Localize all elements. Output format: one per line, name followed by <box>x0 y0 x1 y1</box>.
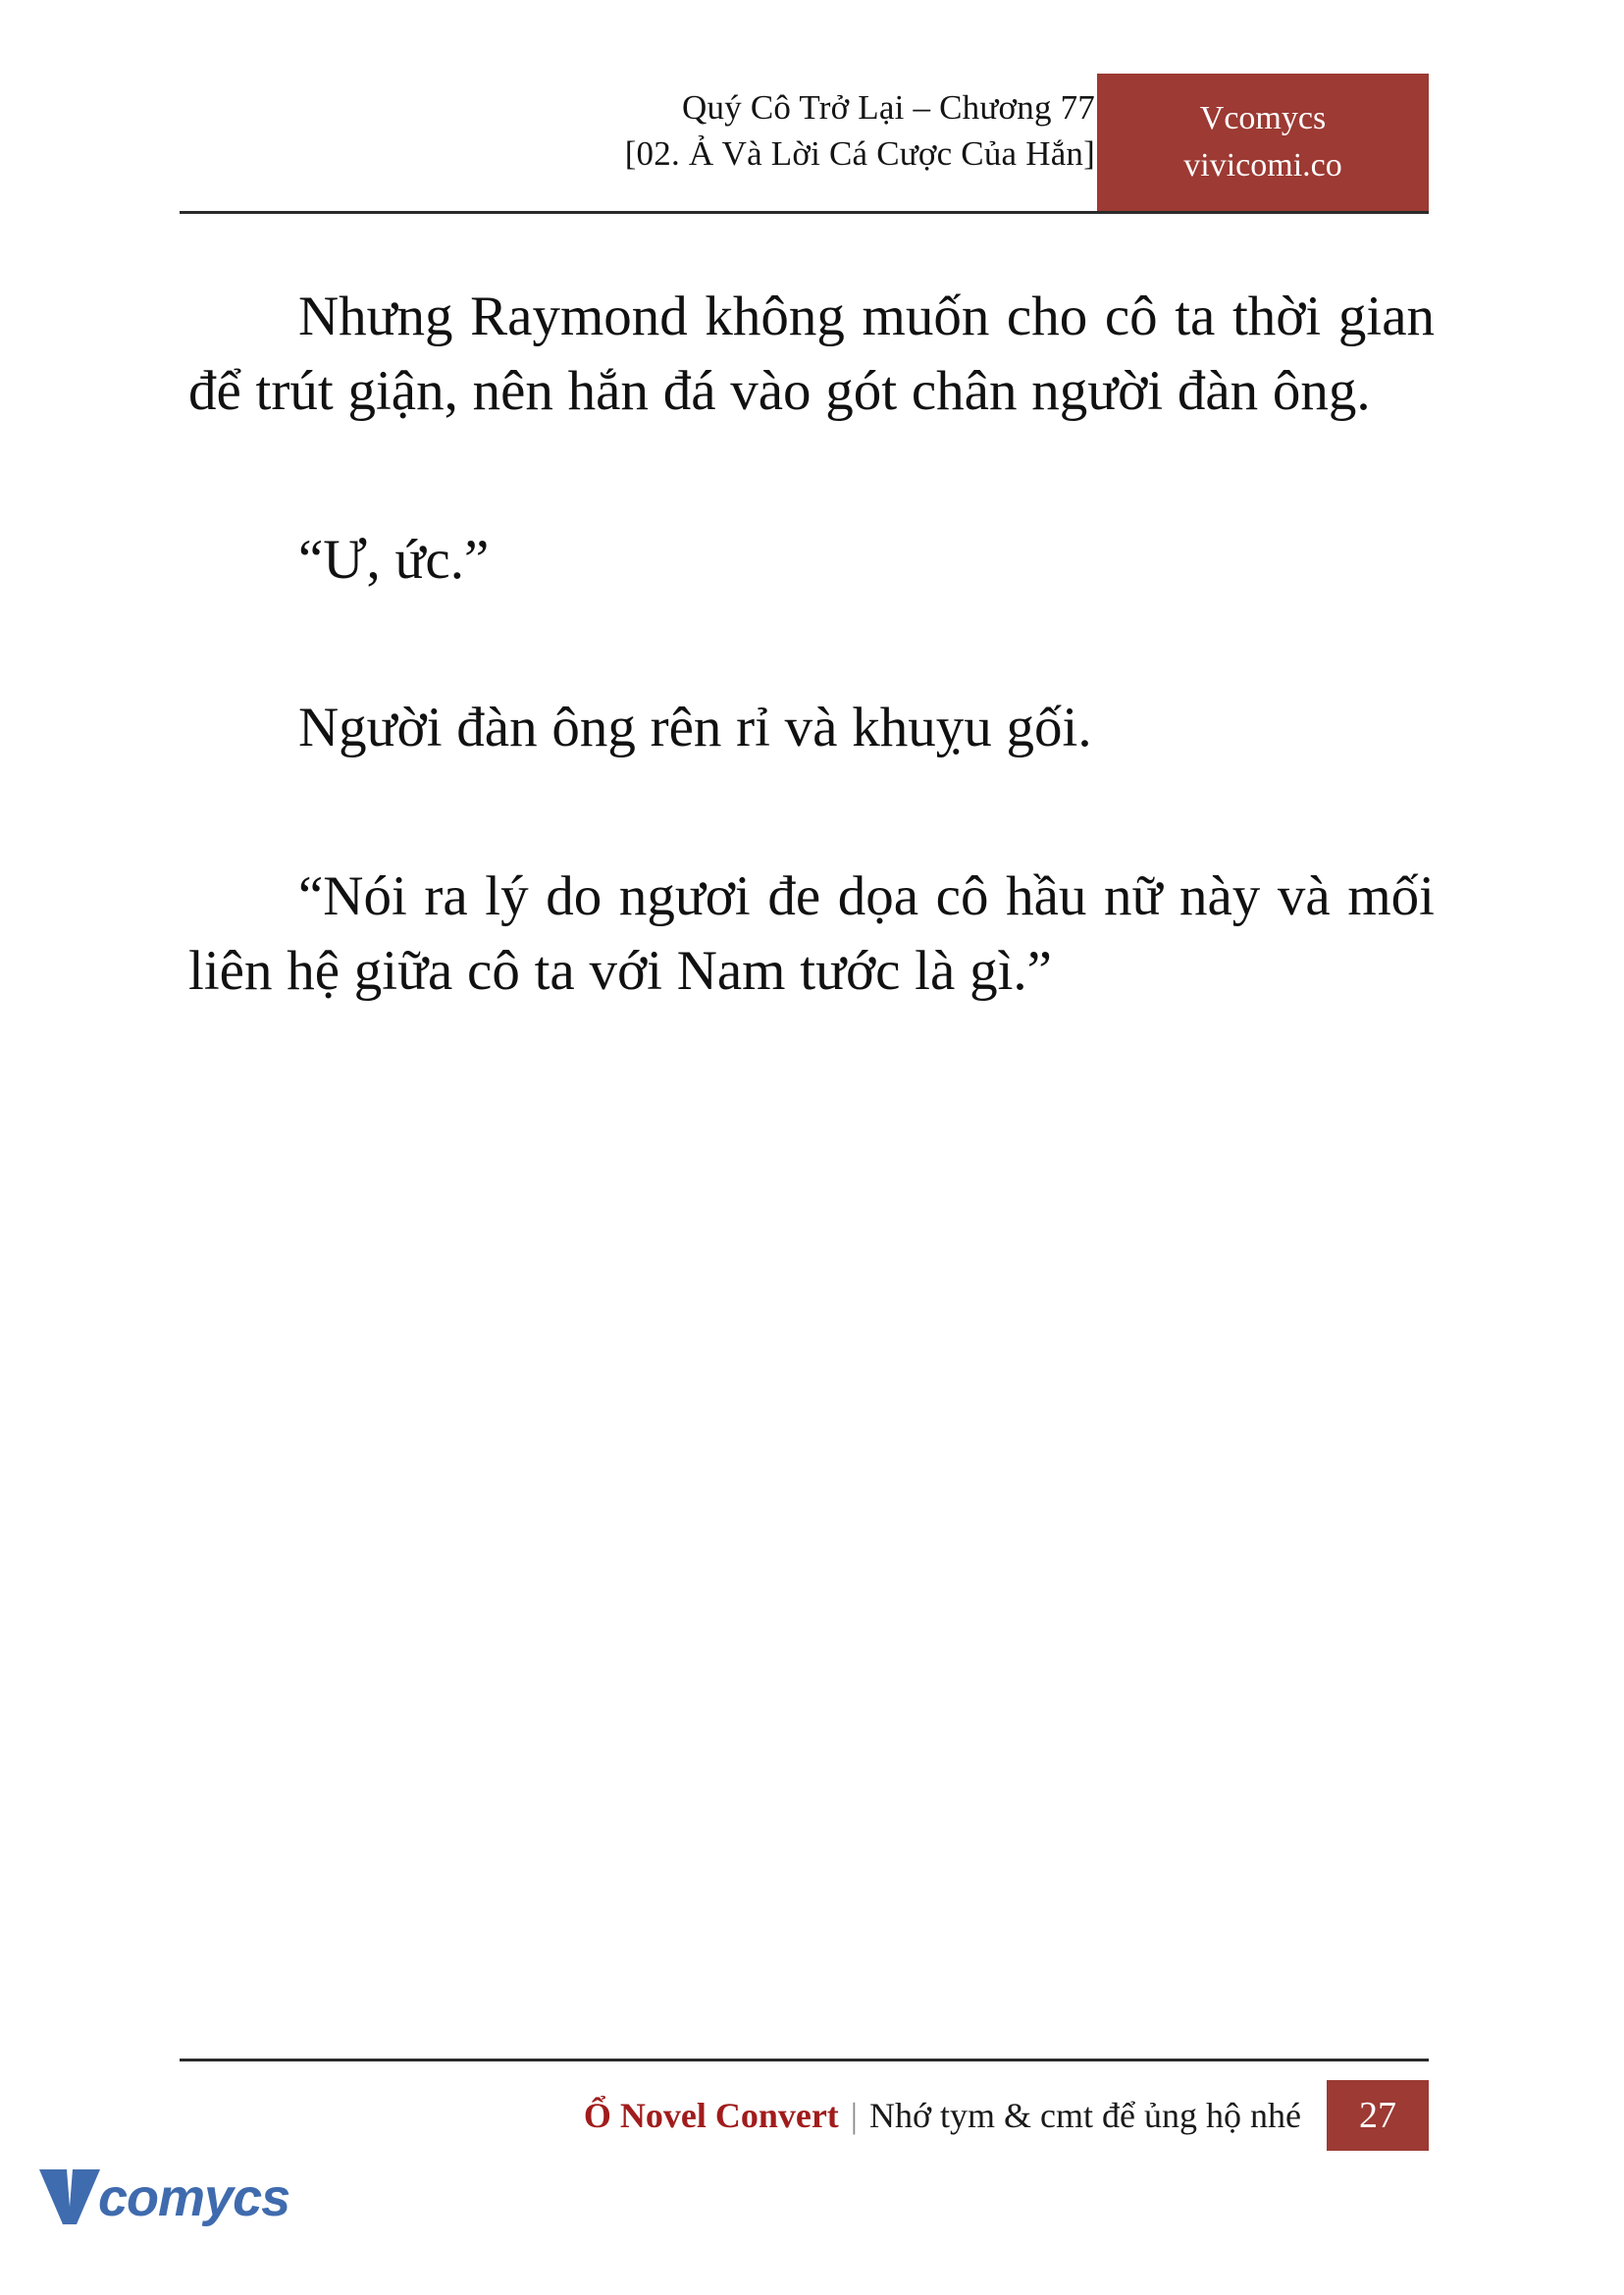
site-badge-name: Vcomycs <box>1199 99 1327 136</box>
site-badge <box>1097 74 1429 211</box>
page-number-badge: 27 <box>1327 2080 1429 2151</box>
footer-divider <box>180 2059 1429 2061</box>
chapter-title-line-1: Quý Cô Trở Lại – Chương 77 <box>682 88 1095 127</box>
footer-separator: | <box>850 2096 859 2135</box>
paragraph: Nhưng Raymond không muốn cho cô ta thời gian để trút giận, nên hắn đá vào gót chân người đàn ông. <box>188 286 1435 422</box>
page-content <box>188 280 1435 1009</box>
vcomycs-watermark <box>37 2160 290 2254</box>
chapter-title <box>625 85 1095 177</box>
footer-brand: Ổ Novel Convert <box>583 2096 839 2135</box>
header-divider <box>180 211 1429 214</box>
watermark-text: comycs <box>98 2168 290 2227</box>
site-badge-url: vivicomi.co <box>1183 147 1342 183</box>
paragraph: “Ư, ức.” <box>298 528 490 591</box>
paragraph: Người đàn ông rên rỉ và khuỵu gối. <box>298 697 1092 759</box>
chapter-title-line-2: [02. Ả Và Lời Cá Cược Của Hắn] <box>624 133 1095 173</box>
footer-row <box>180 2080 1429 2151</box>
paragraph: “Nói ra lý do ngươi đe dọa cô hầu nữ này và mối liên hệ giữa cô ta với Nam tước là gì.” <box>188 865 1435 1002</box>
footer-credit <box>584 2080 1301 2151</box>
header-inner <box>180 74 1429 211</box>
page-header <box>180 74 1429 231</box>
footer-note: Nhớ tym & cmt để ủng hộ nhé <box>869 2096 1301 2135</box>
v-logo-icon <box>37 2164 102 2228</box>
